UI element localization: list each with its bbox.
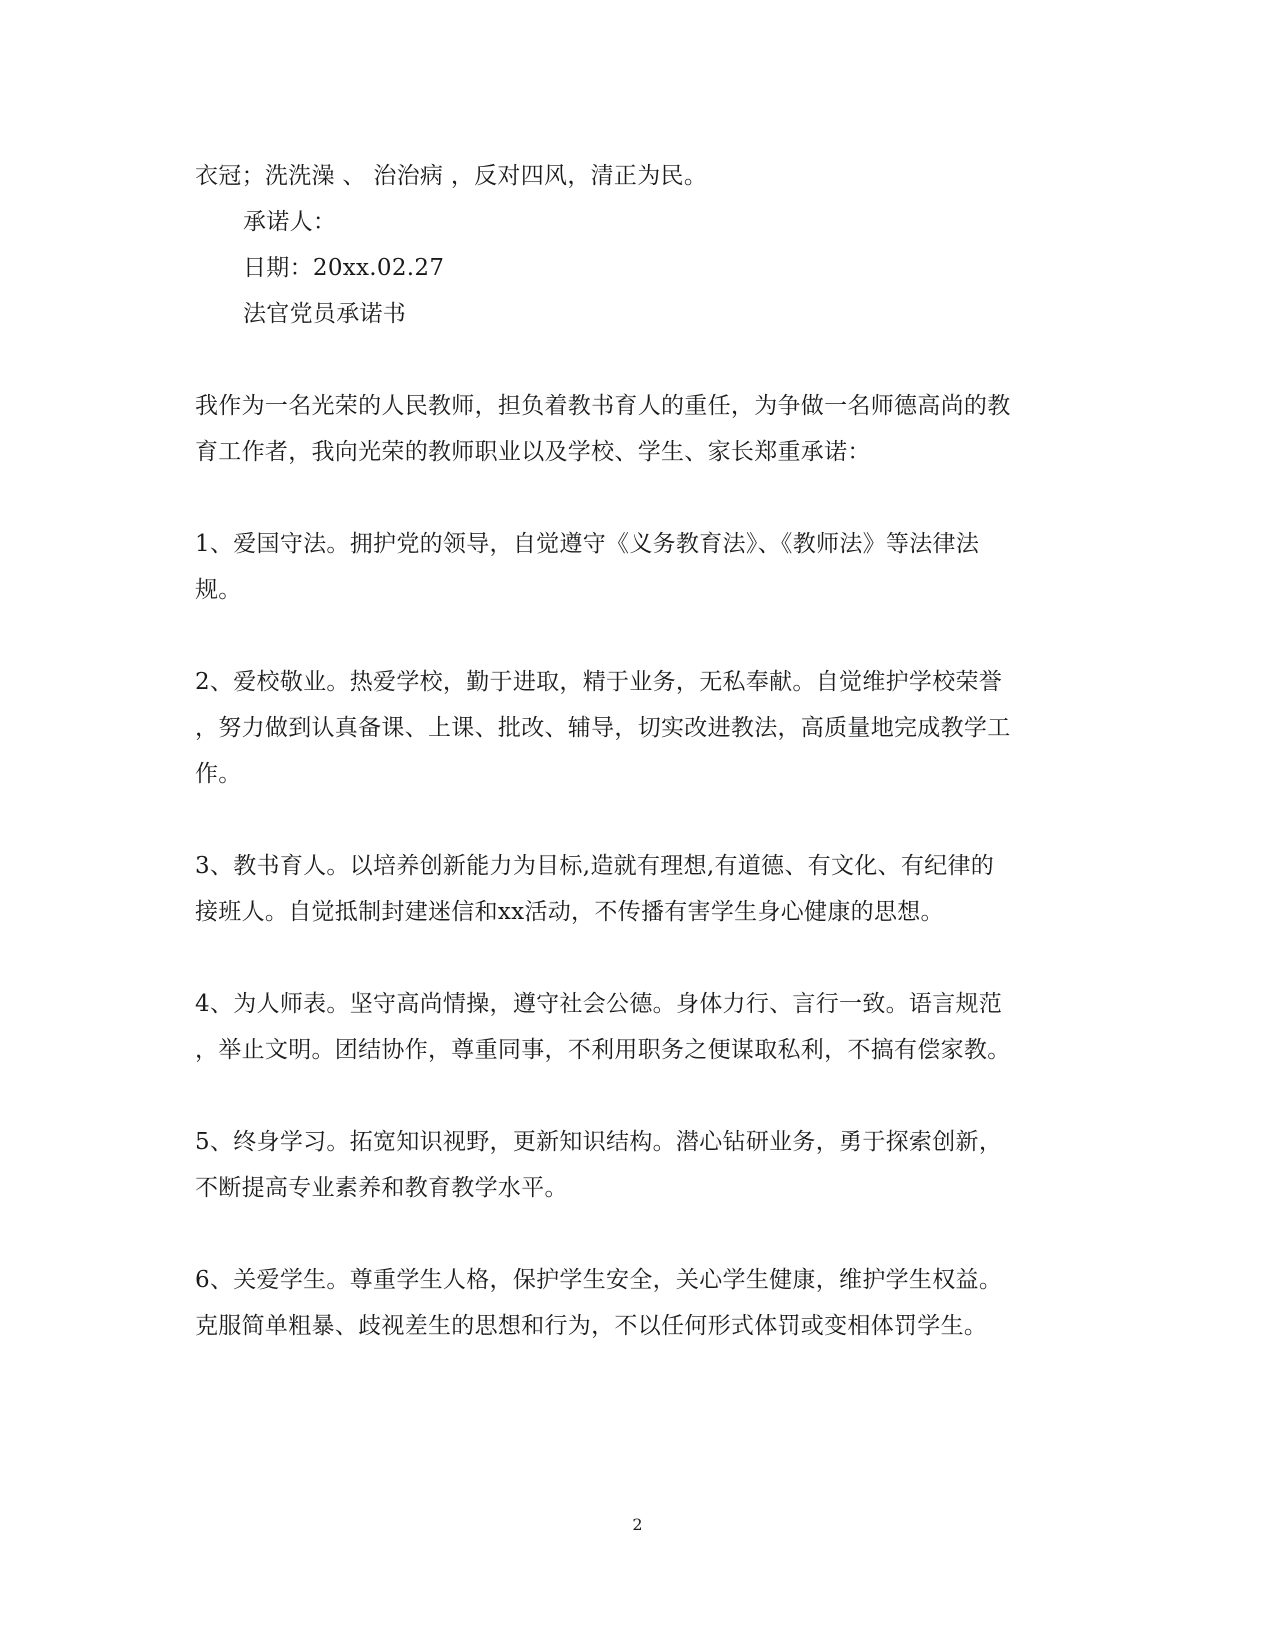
item-5-line: 5、终身学习。拓宽知识视野，更新知识结构。潜心钻研业务，勇于探索创新， xyxy=(195,1129,1003,1155)
item-1-line: 1、爱国守法。拥护党的领导，自觉遵守《义务教育法》、《教师法》等法律法 xyxy=(195,531,980,557)
item-2-line: 作。 xyxy=(195,761,242,787)
item-6-line: 克服简单粗暴、歧视差生的思想和行为，不以任何形式体罚或变相体罚学生。 xyxy=(195,1313,988,1339)
item-6-line: 6、关爱学生。尊重学生人格，保护学生安全，关心学生健康，维护学生权益。 xyxy=(195,1267,1003,1293)
item-1-line: 规。 xyxy=(195,577,242,603)
document-title: 法官党员承诺书 xyxy=(243,301,407,327)
paragraph-line: 衣冠；洗洗澡 、 治治病 ，反对四风，清正为民。 xyxy=(195,163,708,189)
intro-line: 我作为一名光荣的人民教师，担负着教书育人的重任，为争做一名师德高尚的教 xyxy=(195,393,1011,419)
item-3-line: 3、教书育人。以培养创新能力为目标,造就有理想,有道德、有文化、有纪律的 xyxy=(195,853,995,879)
item-4-line: ，举止文明。团结协作，尊重同事，不利用职务之便谋取私利，不搞有偿家教。 xyxy=(195,1037,1011,1063)
intro-line: 育工作者，我向光荣的教师职业以及学校、学生、家长郑重承诺： xyxy=(195,439,871,465)
item-2-line: ，努力做到认真备课、上课、批改、辅导，切实改进教法，高质量地完成教学工 xyxy=(195,715,1011,741)
promiser-label: 承诺人： xyxy=(243,209,337,235)
item-3-line: 接班人。自觉抵制封建迷信和xx活动，不传播有害学生身心健康的思想。 xyxy=(195,899,944,925)
item-2-line: 2、爱校敬业。热爱学校，勤于进取，精于业务，无私奉献。自觉维护学校荣誉 xyxy=(195,669,1003,695)
page-number: 2 xyxy=(632,1515,643,1534)
item-5-line: 不断提高专业素养和教育教学水平。 xyxy=(195,1175,568,1201)
date-line: 日期：20xx.02.27 xyxy=(243,255,445,281)
item-4-line: 4、为人师表。坚守高尚情操，遵守社会公德。身体力行、言行一致。语言规范 xyxy=(195,991,1003,1017)
